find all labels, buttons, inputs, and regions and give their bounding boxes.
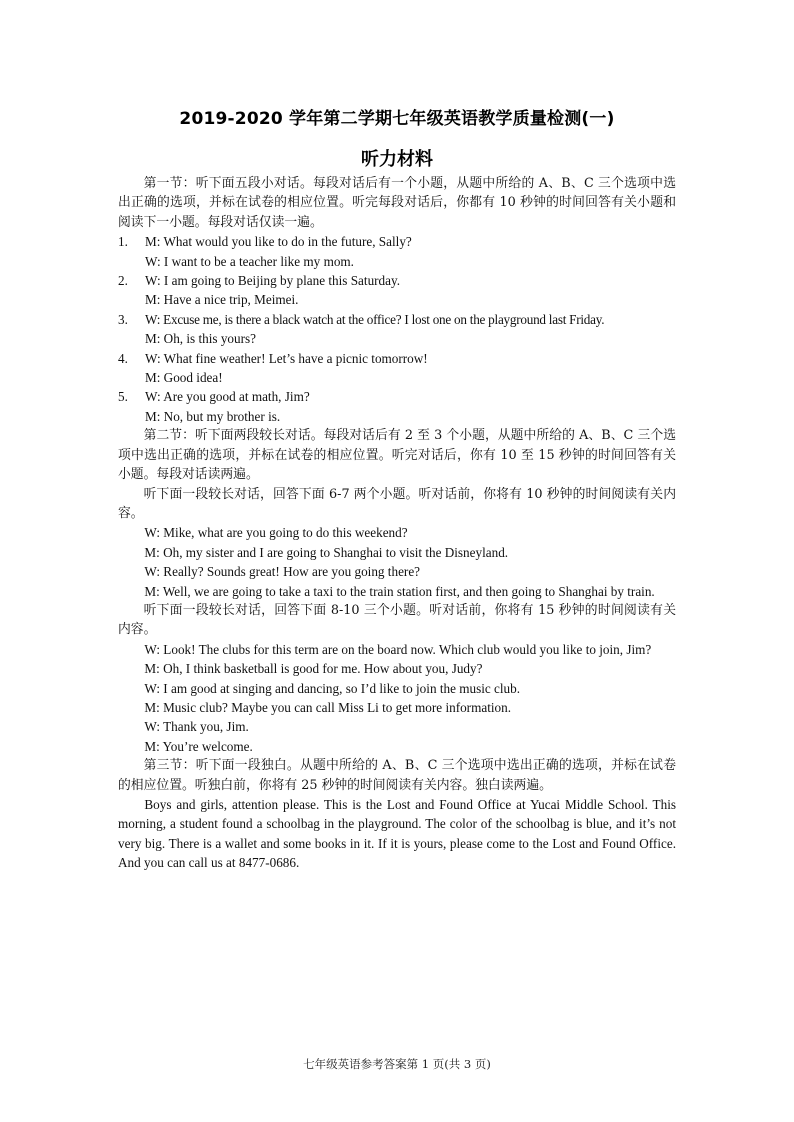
dialogue-line: M: Oh, my sister and I are going to Shanghai to visit the Disneyland. bbox=[144, 544, 509, 560]
dialogue-line: W: Look! The clubs for this term are on the board now. Which club would you like to join, Jim? bbox=[144, 641, 652, 657]
dialogue-line: W: Really? Sounds great! How are you going there? bbox=[144, 564, 421, 580]
dialogue-line: M: Good idea! bbox=[145, 370, 223, 386]
dialogue-item-2 bbox=[118, 271, 676, 310]
listening-material-body bbox=[118, 174, 676, 873]
dialogue2-instructions: 听下面一段较长对话，回答下面 8-10 三个小题。听对话前，你将有 15 秒钟的时间阅读有关内容。 bbox=[118, 602, 676, 638]
dialogue-line: W: Excuse me, is there a black watch at the office? I lost one on the playground last Friday. bbox=[145, 311, 605, 327]
dialogue-line: M: No, but my brother is. bbox=[145, 408, 281, 424]
page-title: 2019-2020 学年第二学期七年级英语教学质量检测(一) bbox=[179, 109, 615, 129]
dialogue-line: M: Music club? Maybe you can call Miss Li to get more information. bbox=[144, 699, 512, 715]
section2-instructions: 第二节：听下面两段较长对话。每段对话后有 2 至 3 个小题，从题中所给的 A、B、C 三个选项中选出正确的选项，并标在试卷的相应位置。听完对话后，你有 10 至 15 秒钟的时间回答有关小题。每段对话读两遍。 bbox=[118, 428, 676, 483]
dialogue-item-5 bbox=[118, 387, 676, 426]
section1-instructions: 第一节：听下面五段小对话。每段对话后有一个小题，从题中所给的 A、B、C 三个选项中选出正确的选项，并标在试卷的相应位置。听完每段对话后，你都有 10 秒钟的时间回答有关小题和阅读下一小题。每段对话仅读一遍。 bbox=[118, 176, 676, 230]
dialogue-line: W: What fine weather! Let’s have a picnic tomorrow! bbox=[145, 350, 428, 366]
dialogue-line: M: Well, we are going to take a taxi to the train station first, and then going to Shanghai by train. bbox=[144, 583, 655, 599]
dialogue-number: 5. bbox=[118, 389, 128, 405]
dialogue-number: 4. bbox=[118, 350, 128, 366]
dialogue-line: W: I want to be a teacher like my mom. bbox=[145, 253, 354, 269]
section1-dialogue-list bbox=[118, 232, 676, 426]
long-dialogue-2 bbox=[118, 640, 676, 756]
dialogue-item-3 bbox=[118, 310, 676, 349]
page-footer: 七年级英语参考答案第 1 页(共 3 页) bbox=[303, 1057, 491, 1071]
monologue-text: Boys and girls, attention please. This is the Lost and Found Office at Yucai Middle School. This morning, a student found a schoolbag in the playground. The color of the schoolbag is blue, and it’s not very big. There is a wallet and some books in it. If it is yours, please come to the Lost and Found Office. And you can call us at 8477-0686. bbox=[118, 797, 676, 871]
dialogue-line: W: I am going to Beijing by plane this Saturday. bbox=[145, 273, 401, 289]
dialogue-line: M: Oh, is this yours? bbox=[145, 331, 256, 347]
dialogue-line: M: What would you like to do in the future, Sally? bbox=[145, 234, 412, 250]
dialogue-line: M: Have a nice trip, Meimei. bbox=[145, 292, 299, 308]
dialogue-line: W: Are you good at math, Jim? bbox=[145, 389, 310, 405]
dialogue-number: 3. bbox=[118, 311, 128, 327]
page-subtitle: 听力材料 bbox=[361, 149, 433, 170]
dialogue-line: W: Mike, what are you going to do this weekend? bbox=[144, 525, 408, 541]
dialogue-number: 1. bbox=[118, 234, 128, 250]
dialogue1-instructions: 听下面一段较长对话，回答下面 6-7 两个小题。听对话前，你将有 10 秒钟的时间阅读有关内容。 bbox=[118, 486, 676, 521]
dialogue-line: W: I am good at singing and dancing, so I’d like to join the music club. bbox=[144, 680, 521, 696]
dialogue-item-1 bbox=[118, 232, 676, 271]
dialogue-item-4 bbox=[118, 349, 676, 388]
dialogue-line: M: Oh, I think basketball is good for me. How about you, Judy? bbox=[144, 661, 483, 677]
dialogue-line: W: Thank you, Jim. bbox=[144, 719, 249, 735]
dialogue-number: 2. bbox=[118, 273, 128, 289]
section3-instructions: 第三节：听下面一段独白。从题中所给的 A、B、C 三个选项中选出正确的选项，并标在试卷的相应位置。听独白前，你将有 25 秒钟的时间阅读有关内容。独白读两遍。 bbox=[118, 758, 676, 793]
dialogue-line: M: You’re welcome. bbox=[144, 738, 253, 754]
long-dialogue-1 bbox=[118, 523, 676, 601]
